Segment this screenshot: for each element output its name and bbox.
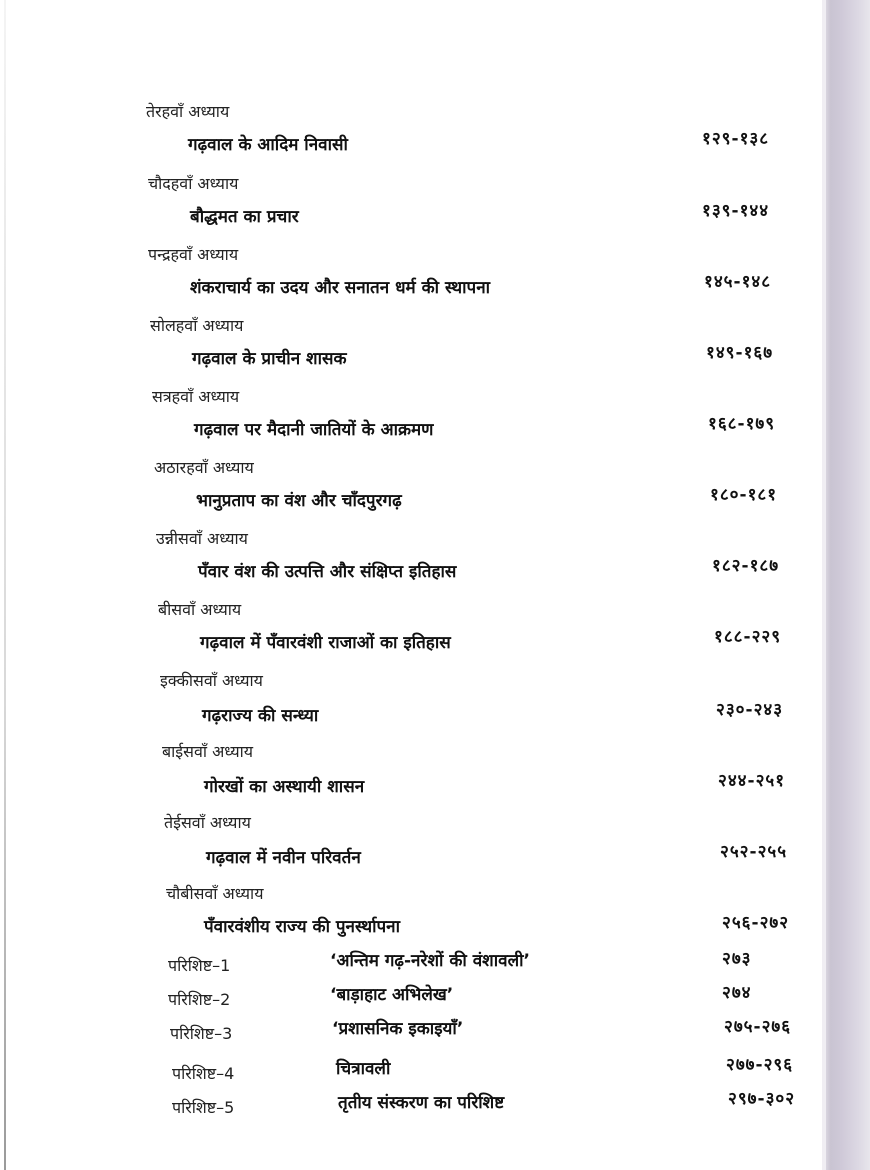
chapter-title: गढ़वाल के आदिम निवासी	[188, 135, 348, 155]
appendix-label: परिशिष्ट–1	[168, 956, 231, 975]
appendix-title: ‘प्रशासनिक इकाइयाँ’	[332, 1019, 464, 1039]
toc-appendix	[0, 984, 822, 1014]
appendix-label: परिशिष्ट–3	[170, 1024, 233, 1043]
appendix-pages: २९७-३०२	[728, 1089, 796, 1109]
appendix-title: ‘अन्तिम गढ़-नरेशों की वंशावली’	[330, 951, 530, 971]
chapter-pages: २३०-२४३	[716, 700, 784, 720]
chapter-label: इक्कीसवाँ अध्याय	[160, 671, 263, 690]
chapter-pages: १८२-१८७	[712, 556, 780, 576]
chapter-pages: १८०-१८१	[710, 485, 778, 505]
chapter-label: सत्रहवाँ अध्याय	[152, 387, 240, 406]
chapter-pages: १३९-१४४	[702, 201, 770, 221]
chapter-label: सोलहवाँ अध्याय	[150, 316, 244, 335]
appendix-pages: २७४	[722, 983, 752, 1003]
chapter-title: गढ़वाल में नवीन परिवर्तन	[206, 848, 361, 868]
chapter-pages: १४९-१६७	[706, 343, 774, 363]
chapter-title: पँवारवंशीय राज्य की पुनर्स्थापना	[204, 917, 401, 937]
appendix-pages: २७५-२७६	[724, 1017, 792, 1037]
appendix-title: चित्रावली	[336, 1059, 391, 1079]
appendix-label: परिशिष्ट–5	[172, 1098, 235, 1117]
chapter-pages: १६८-१७९	[708, 414, 776, 434]
chapter-title: भानुप्रताप का वंश और चाँदपुरगढ़	[196, 491, 402, 511]
chapter-pages: २४४-२५१	[718, 771, 786, 791]
chapter-label: बीसवाँ अध्याय	[158, 600, 242, 619]
chapter-pages: २५६-२७२	[722, 913, 790, 933]
appendix-pages: २७७-२९६	[726, 1055, 794, 1075]
chapter-title: गढ़राज्य की सन्ध्या	[202, 706, 319, 726]
chapter-pages: २५२-२५५	[720, 842, 788, 862]
chapter-pages: १४५-१४८	[704, 272, 772, 292]
chapter-label: बाईसवाँ अध्याय	[162, 742, 254, 761]
chapter-label: उन्नीसवाँ अध्याय	[156, 529, 248, 548]
chapter-label: चौबीसवाँ अध्याय	[166, 884, 264, 903]
chapter-label: पन्द्रहवाँ अध्याय	[148, 245, 239, 264]
appendix-label: परिशिष्ट–4	[172, 1064, 235, 1083]
appendix-label: परिशिष्ट–2	[168, 990, 231, 1009]
toc-appendix	[0, 1089, 822, 1122]
page-binding-shadow	[822, 0, 870, 1170]
toc-appendix	[0, 1018, 822, 1048]
chapter-title: गढ़वाल में पँवारवंशी राजाओं का इतिहास	[200, 633, 451, 653]
appendix-pages: २७३	[722, 949, 752, 969]
chapter-pages: १८८-२२९	[714, 627, 782, 647]
chapter-title: गढ़वाल पर मैदानी जातियों के आक्रमण	[194, 420, 434, 440]
toc-appendix	[0, 950, 822, 980]
chapter-title: गढ़वाल के प्राचीन शासक	[192, 349, 347, 369]
chapter-title: बौद्धमत का प्रचार	[190, 207, 299, 227]
chapter-label: तेरहवाँ अध्याय	[146, 102, 230, 121]
appendix-title: ‘बाड़ाहाट अभिलेख’	[330, 985, 454, 1005]
appendix-title: तृतीय संस्करण का परिशिष्ट	[338, 1093, 505, 1113]
chapter-title: पँवार वंश की उत्पत्ति और संक्षिप्त इतिहास	[198, 562, 457, 582]
toc-appendix	[0, 1055, 822, 1088]
chapter-pages: १२९-१३८	[702, 129, 770, 149]
chapter-title: शंकराचार्य का उदय और सनातन धर्म की स्थापना	[190, 278, 491, 298]
chapter-title: गोरखों का अस्थायी शासन	[204, 777, 365, 797]
chapter-label: चौदहवाँ अध्याय	[148, 174, 239, 193]
chapter-label: तेईसवाँ अध्याय	[164, 813, 251, 832]
chapter-label: अठारहवाँ अध्याय	[154, 458, 254, 477]
